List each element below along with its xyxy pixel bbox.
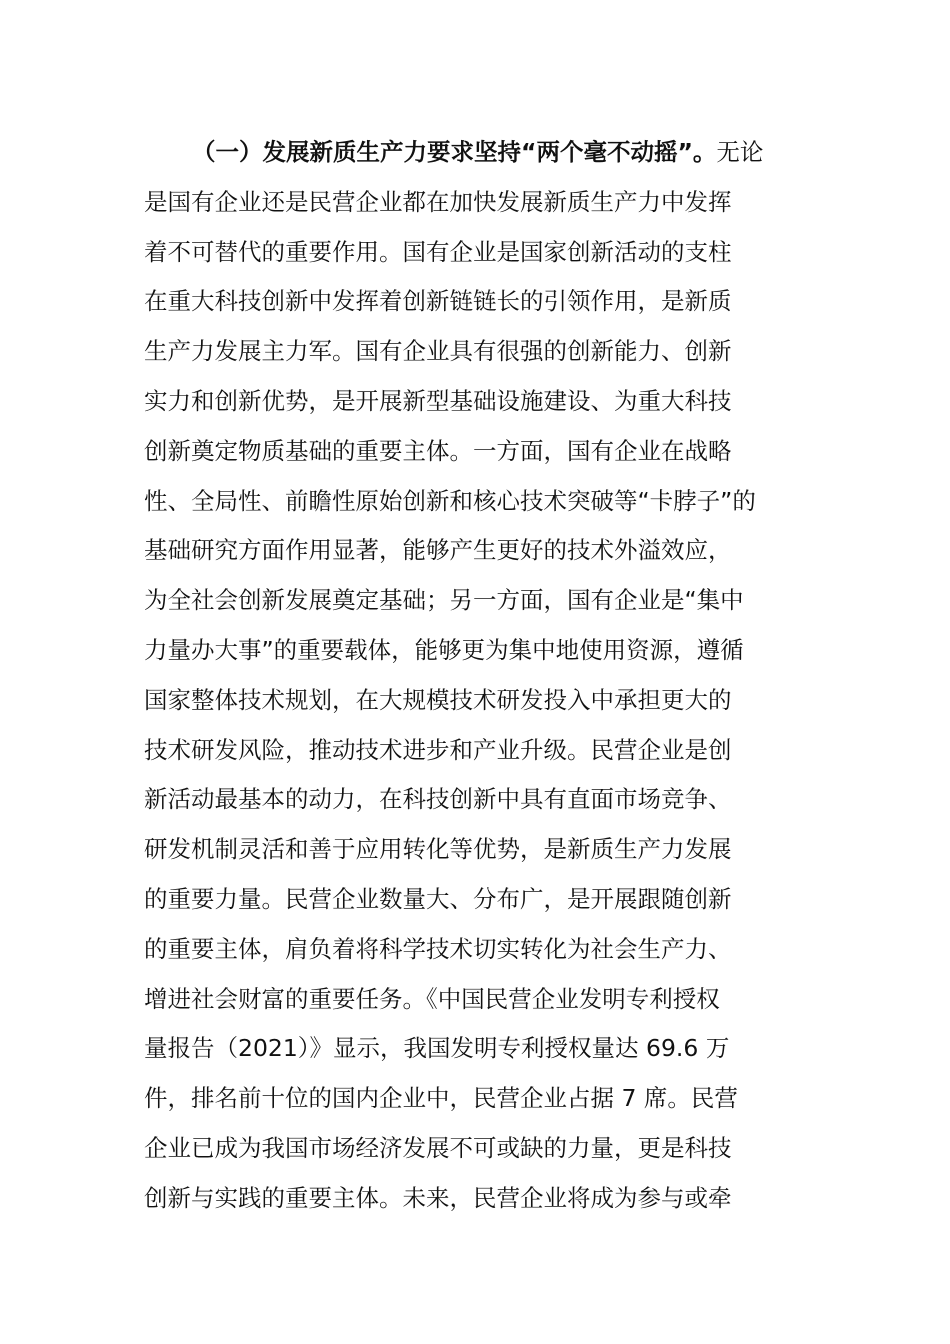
text-line: 增进社会财富的重要任务。《中国民营企业发明专利授权 bbox=[144, 984, 720, 1013]
text-line: 国家整体技术规划，在大规模技术研发投入中承担更大的 bbox=[144, 685, 732, 714]
text-line: 的重要主体，肩负着将科学技术切实转化为社会生产力、 bbox=[144, 934, 732, 963]
text-line: 企业已成为我国市场经济发展不可或缺的力量，更是科技 bbox=[144, 1133, 732, 1162]
text-line: 研发机制灵活和善于应用转化等优势，是新质生产力发展 bbox=[144, 835, 732, 864]
paragraph-first-line bbox=[144, 128, 814, 178]
text-line: 基础研究方面作用显著，能够产生更好的技术外溢效应， bbox=[144, 536, 732, 565]
body-paragraph bbox=[144, 128, 814, 1224]
text-line: 创新与实践的重要主体。未来，民营企业将成为参与或牵 bbox=[144, 1183, 732, 1212]
first-line-text: 无论 bbox=[716, 138, 764, 166]
text-line: 的重要力量。民营企业数量大、分布广，是开展跟随创新 bbox=[144, 884, 732, 913]
text-line: 量报告（2021）》显示，我国发明专利授权量达 69.6 万 bbox=[144, 1034, 730, 1063]
text-line: 生产力发展主力军。国有企业具有很强的创新能力、创新 bbox=[144, 337, 732, 366]
text-line: 性、全局性、前瞻性原始创新和核心技术突破等“卡脖子”的 bbox=[144, 486, 756, 515]
text-line: 着不可替代的重要作用。国有企业是国家创新活动的支柱 bbox=[144, 237, 732, 266]
text-line: 在重大科技创新中发挥着创新链链长的引领作用，是新质 bbox=[144, 287, 732, 316]
section-heading: （一）发展新质生产力要求坚持“两个毫不动摇”。 bbox=[192, 138, 717, 166]
text-line: 实力和创新优势，是开展新型基础设施建设、为重大科技 bbox=[144, 386, 732, 415]
text-line: 力量办大事”的重要载体，能够更为集中地使用资源，遵循 bbox=[144, 635, 744, 664]
text-line: 新活动最基本的动力，在科技创新中具有直面市场竞争、 bbox=[144, 785, 732, 814]
text-line: 为全社会创新发展奠定基础；另一方面，国有企业是“集中 bbox=[144, 586, 744, 615]
text-line: 是国有企业还是民营企业都在加快发展新质生产力中发挥 bbox=[144, 187, 732, 216]
text-line: 件，排名前十位的国内企业中，民营企业占据 7 席。民营 bbox=[144, 1084, 738, 1113]
text-line: 创新奠定物质基础的重要主体。一方面，国有企业在战略 bbox=[144, 436, 732, 465]
text-line: 技术研发风险，推动技术进步和产业升级。民营企业是创 bbox=[144, 735, 732, 764]
